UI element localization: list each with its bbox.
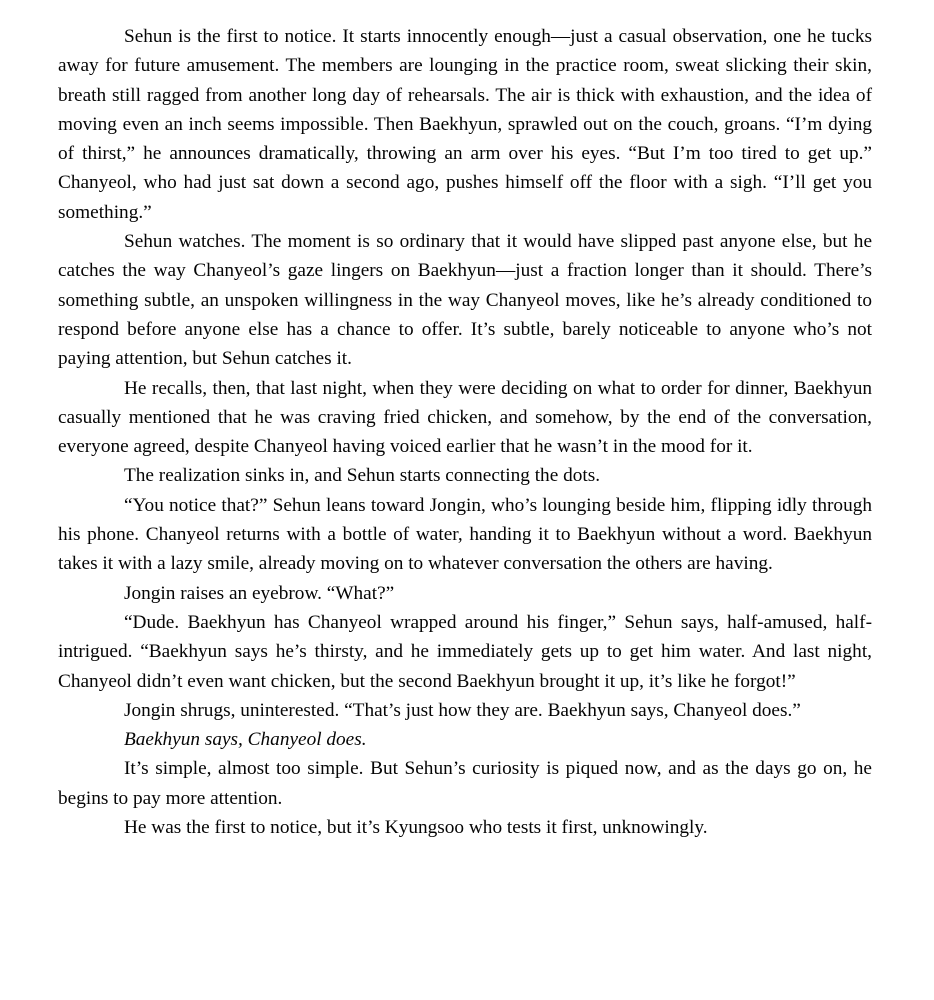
paragraph-italic: Baekhyun says, Chanyeol does.: [124, 729, 367, 751]
paragraph: Sehun is the first to notice. It starts innocently enough—just a casual observation, one he tucks away for future amusement. The members are lounging in the practice room, sweat slicking their skin, breath still ragged from another long day of rehearsals. The air is thick with exhaustion, and the idea of moving even an inch seems impossible. Then Baekhyun, sprawled out on the couch, groans. “I’m dying of thirst,” he announces dramatically, throwing an arm over his eyes. “But I’m too tired to get up.” Chanyeol, who had just sat down a second ago, pushes himself off the floor with a sigh. “I’ll get you something.”: [58, 26, 872, 223]
paragraph: The realization sinks in, and Sehun starts connecting the dots.: [124, 465, 601, 487]
paragraph: “Dude. Baekhyun has Chanyeol wrapped around his finger,” Sehun says, half-amused, half-intrigued. “Baekhyun says he’s thirsty, and he immediately gets up to get him water. And last night, Chanyeol didn’t even want chicken, but the second Baekhyun brought it up, it’s like he forgot!”: [58, 611, 872, 692]
document-body: [58, 22, 872, 842]
paragraph: Jongin shrugs, uninterested. “That’s just how they are. Baekhyun says, Chanyeol does.”: [124, 699, 801, 721]
paragraph: It’s simple, almost too simple. But Sehun’s curiosity is piqued now, and as the days go on, he begins to pay more attention.: [58, 758, 872, 809]
paragraph: Sehun watches. The moment is so ordinary that it would have slipped past anyone else, but he catches the way Chanyeol’s gaze lingers on Baekhyun—just a fraction longer than it should. There’s something subtle, an unspoken willingness in the way Chanyeol moves, like he’s already conditioned to respond before anyone else has a chance to offer. It’s subtle, barely noticeable to anyone who’s not paying attention, but Sehun catches it.: [58, 231, 872, 370]
paragraph: Jongin raises an eyebrow. “What?”: [124, 582, 395, 604]
paragraph: He recalls, then, that last night, when they were deciding on what to order for dinner, Baekhyun casually mentioned that he was craving fried chicken, and somehow, by the end of the conversation, everyone agreed, despite Chanyeol having voiced earlier that he wasn’t in the mood for it.: [58, 377, 872, 458]
paragraph: “You notice that?” Sehun leans toward Jongin, who’s lounging beside him, flipping idly through his phone. Chanyeol returns with a bottle of water, handing it to Baekhyun without a word. Baekhyun takes it with a lazy smile, already moving on to whatever conversation the others are having.: [58, 494, 872, 575]
paragraph: He was the first to notice, but it’s Kyungsoo who tests it first, unknowingly.: [124, 817, 708, 839]
